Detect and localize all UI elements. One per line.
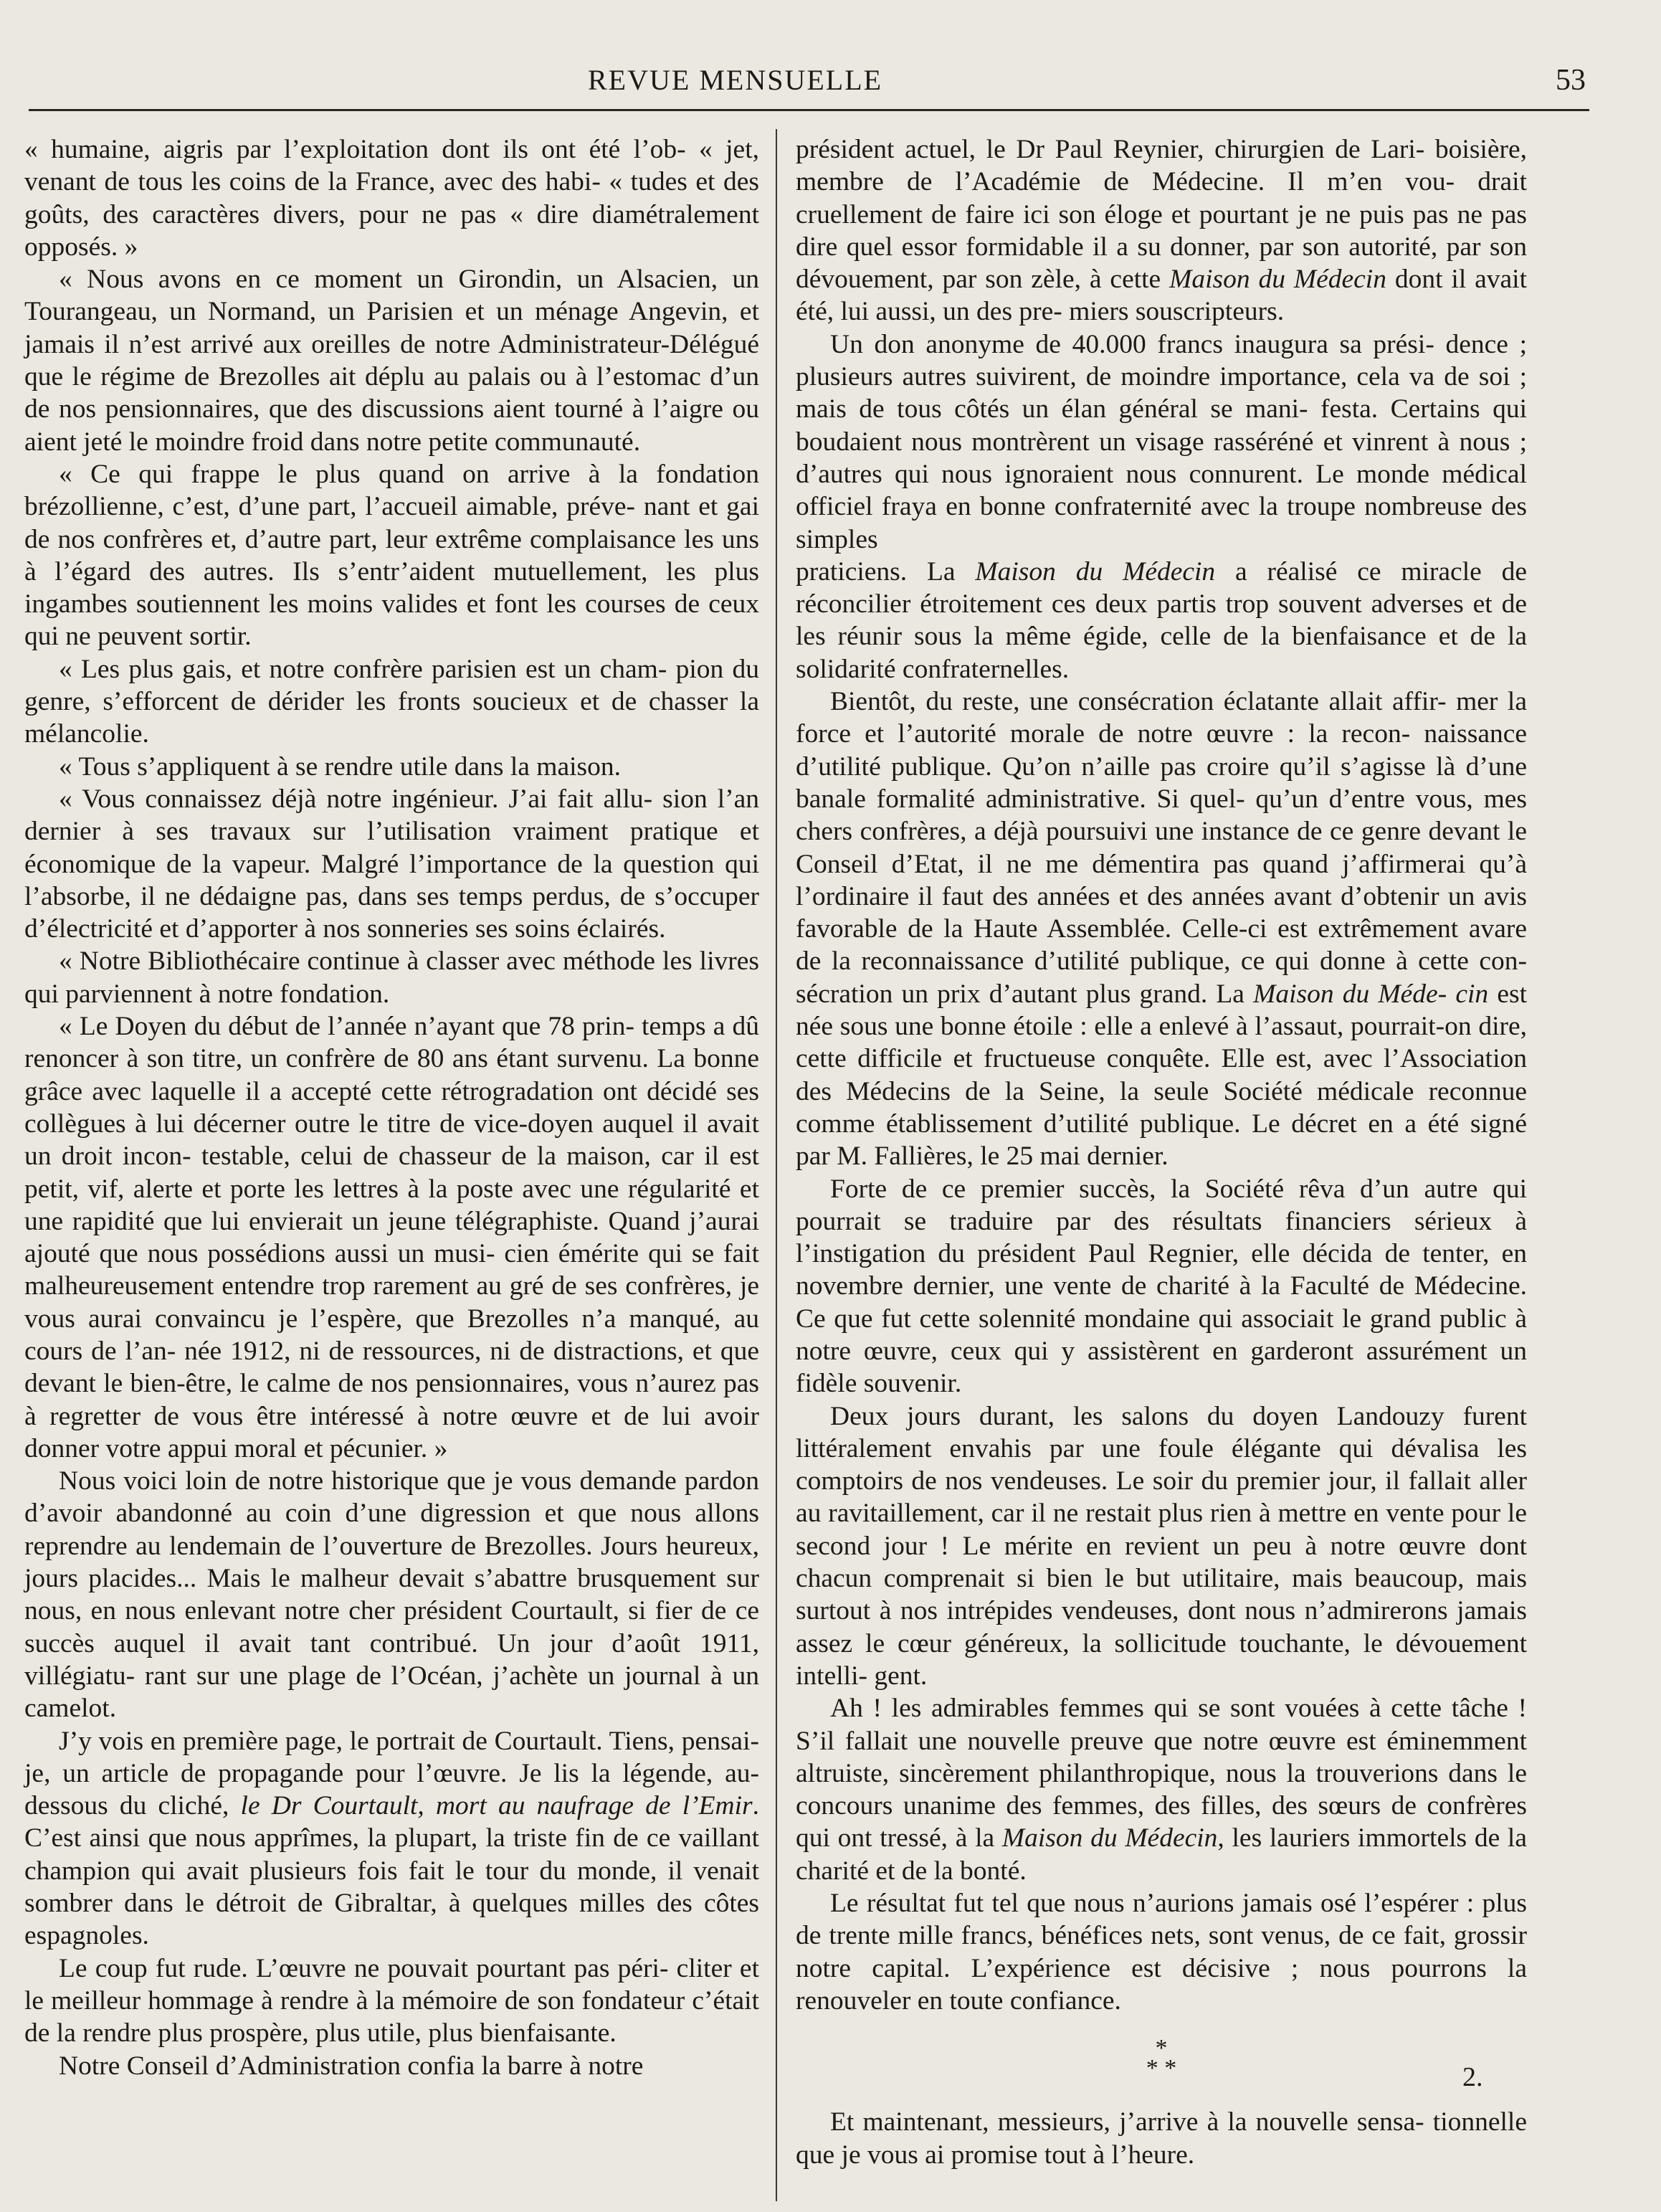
text-run: Bientôt, du reste, une consécration éclatante allait affir- mer la force et l’autorité morale de notre œuvre : la recon- naissance d’utilité publique. Qu’on n’aille pas croire qu’il s’agisse là d’une banale formalité administrative. Si quel- qu’un d’entre vous, mes chers confrères, a déjà poursuivi une instance de ce genre devant le Conseil d’Etat, il ne me démentira pas quand j’affirmerai qu’à l’ordinaire il faut des années et des années avant d’obtenir un avis favorable de la Haute Assemblée. Celle-ci est extrêmement avare de la reconnaissance d’utilité publique, ce qui donne à cette con- sécration un prix d’autant plus grand. La	[796, 687, 1527, 1009]
paragraph: Notre Conseil d’Administration confia la barre à notre	[59, 2051, 644, 2081]
italic-title: Maison du Méde- cin	[1253, 979, 1489, 1009]
text-run: J’y vois en première page, le portrait de Courtault. Tiens, pensai-je, un article de propagande pour l’œuvre. Je lis la légende, au-dessous du cliché,	[24, 1726, 759, 1821]
text-run: président actuel, le Dr Paul Reynier, chirurgien de Lari- boisière, membre de l’Académie de Médecine. Il m’en vou- drait cruellement de faire ici son éloge et pourtant je ne puis pas ne pas dire quel essor formidable il a su donner, par son autorité, par son dévouement, par son zèle, à cette	[796, 135, 1527, 295]
paragraph: « Le Doyen du début de l’année n’ayant que 78 prin- temps a dû renoncer à son titre, un confrère de 80 ans étant survenu. La bonne grâce avec laquelle il a accepté cette rétrogradation ont décidé ses collègues à lui décerner outre le titre de vice-doyen auquel il avait un droit incon- testable, celui de chasseur de la maison, car il est petit, vif, alerte et porte les lettres à la poste avec une régularité et une rapidité que lui envierait un jeune télégraphiste. Quand j’aurai ajouté que nous possédions aussi un musi- cien émérite qui se fait malheureusement entendre trop rarement au gré de ses confrères, je vous aurai convaincu je l’espère, que Brezolles n’a manqué, au cours de l’an- née 1912, ni de ressources, ni de distractions, et que devant le bien-être, le calme de nos pensionnaires, vous n’aurez pas à regretter de vous être intéressé à notre œuvre et de lui avoir donner votre appui moral et pécunier. »	[24, 1012, 759, 1463]
text-run: a réalisé ce miracle de réconcilier étroitement ces deux partis trop souvent adverses et de les réunir sous la même égide, celle de la bienfaisance et de la solidarité confraternelles.	[796, 556, 1527, 684]
paragraph: « Tous s’appliquent à se rendre utile dans la maison.	[59, 751, 622, 782]
paragraph	[796, 1692, 1527, 1887]
paragraph	[24, 1725, 759, 1952]
page-number: 53	[1556, 64, 1586, 97]
header-rule	[29, 109, 1589, 111]
text-run: est née sous une bonne étoile : elle a enlevé à l’assaut, pourrait-on dire, cette difficile et fructueuse conquête. Elle est, avec l’Association des Médecins de la Seine, la seule Société médicale reconnue comme établissement d’utilité publique. Le décret en a été signé par M. Fallières, le 25 mai dernier.	[796, 979, 1527, 1172]
text-run: dont il avait été, lui aussi, un des pre- miers souscripteurs.	[796, 265, 1528, 327]
signature-mark: 2.	[1462, 2062, 1483, 2092]
right-column	[796, 133, 1527, 2171]
paragraph: Forte de ce premier succès, la Société rêva d’un autre qui pourrait se traduire par des résultats financiers sérieux à l’instigation du président Paul Regnier, elle décida de tenter, en novembre dernier, une vente de charité à la Faculté de Médecine. Ce que fut cette solennité mondaine qui associait le grand public à notre œuvre, ceux qui y assistèrent en garderont assurément un fidèle souvenir.	[796, 1174, 1527, 1399]
section-break-ornament: * * *	[1146, 2035, 1177, 2082]
paragraph: Un don anonyme de 40.000 francs inaugura sa prési- dence ; plusieurs autres suivirent, de moindre importance, cela va de soi ; mais de tous côtés un élan général se mani- festa. Certains qui boudaient nous montrèrent un visage rasséréné et vinrent à nous ; d’autres qui nous ignoraient nous connurent. Le monde médical officiel fraya en bonne confraternité avec la troupe nombreuse des simples	[796, 329, 1527, 554]
running-title: REVUE MENSUELLE	[588, 64, 883, 96]
italic-title: Maison du Médecin	[1169, 265, 1386, 295]
text-run: Ah ! les admirables femmes qui se sont vouées à cette tâche ! S’il fallait une nouvelle preuve que notre œuvre est éminemment altruiste, sincèrement philanthropique, nous la trouverions dans le concours unanime des femmes, des filles, des sœurs de confrères qui ont tressé, à la	[796, 1694, 1527, 1853]
page-header	[29, 57, 1618, 108]
left-column	[24, 133, 759, 2082]
paragraph: « Nous avons en ce moment un Girondin, un Alsacien, un Tourangeau, un Normand, un Parisien et un ménage Angevin, et jamais il n’est arrivé aux oreilles de notre Administrateur-Délégué que le régime de Brezolles ait déplu au palais ou à l’estomac d’un de nos pensionnaires, que des discussions aient tourné à l’aigre ou aient jeté le moindre froid dans notre petite communauté.	[24, 265, 759, 457]
paragraph: Deux jours durant, les salons du doyen Landouzy furent littéralement envahis par une foule élégante qui dévalisa les comptoirs de nos vendeuses. Le soir du premier jour, il fallait aller au ravitaillement, car il ne restait plus rien à mettre en vente pour le second jour ! Le mérite en revient un peu à notre œuvre dont chacun comprenait si bien le but utilitaire, mais beaucoup, mais surtout à nos intrépides vendeuses, dont nous n’admirerons jamais assez le cœur généreux, la sollicitude touchante, le dévouement intelli- gent.	[796, 1401, 1527, 1691]
italic-title: Maison du Médecin	[1001, 1823, 1218, 1853]
paragraph	[796, 685, 1527, 1172]
italic-title: Maison du Médecin	[975, 556, 1216, 587]
paragraph: Le résultat fut tel que nous n’aurions jamais osé l’espérer : plus de trente mille francs, bénéfices nets, sont venus, de ce fait, grossir notre capital. L’expérience est décisive ; nous pourrons la renouveler en toute confiance.	[796, 1889, 1527, 2016]
paragraph: « Vous connaissez déjà notre ingénieur. J’ai fait allu- sion l’an dernier à ses travaux sur l’utilisation vraiment pratique et économique de la vapeur. Malgré l’importance de la question qui l’absorbe, il ne dédaigne pas, dans ses temps perdus, de s’occuper d’électricité et d’apporter à nos sonneries ses soins éclairés.	[24, 784, 759, 944]
paragraph: « humaine, aigris par l’exploitation dont ils ont été l’ob- « jet, venant de tous les coins de la France, avec des habi- « tudes et des goûts, des caractères divers, pour ne pas « dire diamétralement opposés. »	[24, 135, 759, 262]
text-run: , les lauriers immortels de la charité et de la bonté.	[796, 1823, 1527, 1886]
paragraph	[796, 133, 1527, 328]
paragraph	[796, 556, 1527, 685]
text-run: praticiens. La	[796, 556, 976, 587]
column-divider	[776, 129, 777, 2201]
text-run: . C’est ainsi que nous apprîmes, la plupart, la triste fin de ce vaillant champion qui avait plusieurs fois fait le tour du monde, il venait sombrer dans le détroit de Gibraltar, à quelques milles des côtes espagnoles.	[24, 1791, 759, 1951]
paragraph: « Ce qui frappe le plus quand on arrive à la fondation brézollienne, c’est, d’une part, l’accueil aimable, préve- nant et gai de nos confrères et, d’autre part, leur extrême complaisance les uns à l’égard des autres. Ils s’entr’aident mutuellement, les plus ingambes soutiennent les moins valides et font les courses de ceux qui ne peuvent sortir.	[24, 459, 759, 652]
paragraph: Et maintenant, messieurs, j’arrive à la nouvelle sensa- tionnelle que je vous ai promise tout à l’heure.	[796, 2107, 1527, 2170]
italic-caption: le Dr Courtault, mort au naufrage de l’Emir	[240, 1791, 753, 1821]
paragraph: Nous voici loin de notre historique que je vous demande pardon d’avoir abandonné au coin d’une digression et que nous allons reprendre au lendemain de l’ouverture de Brezolles. Jours heureux, jours placides... Mais le malheur devait s’abattre brusquement sur nous, en nous enlevant notre cher président Courtault, si fier de ce succès auquel il avait tant contribué. Un jour d’août 1911, villégiatu- rant sur une plage de l’Océan, j’achète un journal à un camelot.	[24, 1466, 759, 1724]
paragraph: Le coup fut rude. L’œuvre ne pouvait pourtant pas péri- cliter et le meilleur hommage à rendre à la mémoire de son fondateur c’était de la rendre plus prospère, plus utile, plus bienfaisante.	[24, 1953, 759, 2049]
paragraph: « Les plus gais, et notre confrère parisien est un cham- pion du genre, s’efforcent de dérider les fronts soucieux et de chasser la mélancolie.	[24, 654, 759, 749]
paragraph: « Notre Bibliothécaire continue à classer avec méthode les livres qui parviennent à notre fondation.	[24, 946, 759, 1009]
